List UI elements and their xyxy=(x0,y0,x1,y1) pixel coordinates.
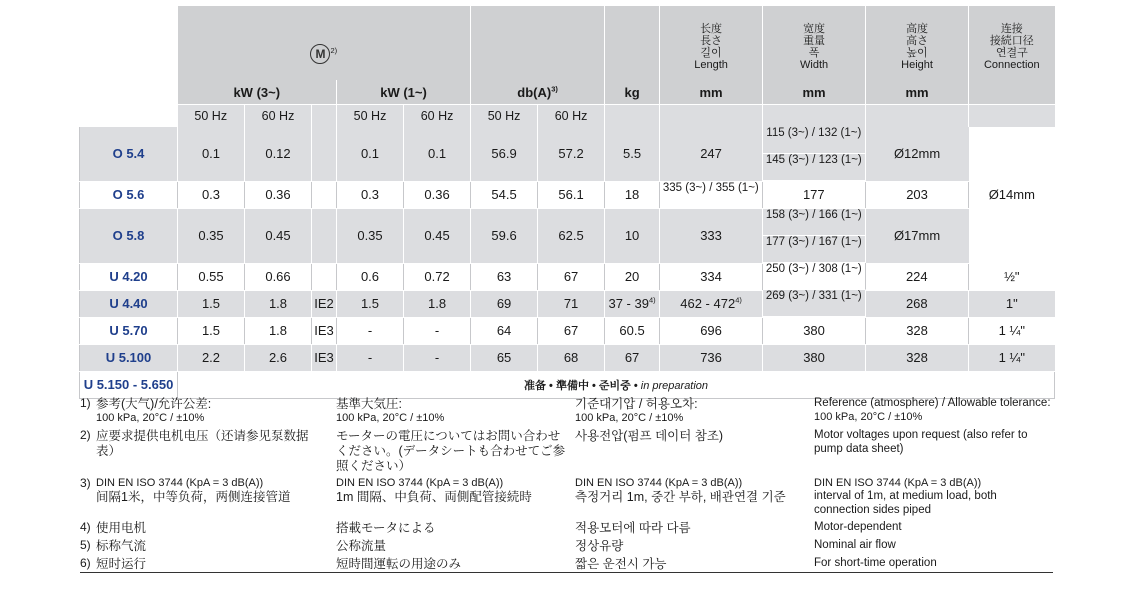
footnote-jp: 基準大気圧: 100 kPa, 20°C / ±10% xyxy=(336,397,445,424)
footnote-kr: 정상유량 xyxy=(575,539,624,553)
cell-db60: 68 xyxy=(538,344,605,371)
cell-kw3-60: 2.6 xyxy=(245,344,312,371)
cell-kw3-50: 1.5 xyxy=(178,317,245,344)
table-row xyxy=(80,263,1055,290)
table-row xyxy=(80,181,1055,209)
cell-ie xyxy=(312,263,337,290)
table-row xyxy=(80,317,1055,344)
cell-height: 328 xyxy=(866,317,969,344)
footnote-jp: 短時間運転の用途のみ xyxy=(336,557,462,571)
cell-conn: Ø14mm xyxy=(969,181,1055,209)
model-name: U 4.20 xyxy=(80,263,178,290)
table-row xyxy=(80,127,1055,181)
hz-60: 60 Hz xyxy=(404,105,471,128)
model-name: O 5.4 xyxy=(80,127,178,181)
cell-length: 247 xyxy=(660,127,763,181)
footnote-jp: 公称流量 xyxy=(336,539,387,553)
cell-length: 334 xyxy=(660,263,763,290)
cell-conn: ½" xyxy=(969,263,1055,290)
footnote-jp: DIN EN ISO 3744 (KpA = 3 dB(A)) 1m 間隔、中負荷、両側配管接続時 xyxy=(336,477,532,504)
footnote-en: DIN EN ISO 3744 (KpA = 3 dB(A)) interval of 1m, at medium load, both connection sides piped xyxy=(814,477,997,516)
in-preparation-note: 准备 • 準備中 • 준비중 • in preparation xyxy=(178,371,1055,398)
motor-header xyxy=(178,6,471,80)
motor-footnote-ref: 2) xyxy=(330,45,338,55)
model-name: U 5.70 xyxy=(80,317,178,344)
cell-ie xyxy=(312,181,337,209)
cell-height: 203 xyxy=(866,181,969,209)
footnote-zh: DIN EN ISO 3744 (KpA = 3 dB(A)) 间隔1米，中等负荷，两侧连接管道 xyxy=(96,477,291,504)
cell-kw3-50: 0.1 xyxy=(178,127,245,181)
footnote-zh: 标称气流 xyxy=(96,539,147,553)
cell-conn: 1" xyxy=(969,290,1055,317)
width-unit: mm xyxy=(763,80,866,105)
cell-db60: 62.5 xyxy=(538,209,605,264)
hz-50: 50 Hz xyxy=(178,105,245,128)
model-name: O 5.8 xyxy=(80,209,178,264)
cell-kw3-50: 0.55 xyxy=(178,263,245,290)
db-header: $db(A)^{3)}$ xyxy=(471,80,605,105)
footnote-zh: 应要求提供电机电压（还请参见泵数据表） xyxy=(96,429,309,458)
cell-width: 269 (3~) / 331 (1~) xyxy=(763,290,866,317)
cell-kw1-50: - xyxy=(337,317,404,344)
cell-db60: 71 xyxy=(538,290,605,317)
cell-db50: 63 xyxy=(471,263,538,290)
cell-kw1-60: 1.8 xyxy=(404,290,471,317)
cell-kw3-50: 1.5 xyxy=(178,290,245,317)
cell-db50: 65 xyxy=(471,344,538,371)
cell-kw3-60: 0.66 xyxy=(245,263,312,290)
cell-kg: 5.5 xyxy=(605,127,660,181)
cell-width: 250 (3~) / 308 (1~) xyxy=(763,263,866,290)
cell-kw1-60: 0.36 xyxy=(404,181,471,209)
cell-kg: 18 xyxy=(605,181,660,209)
cell-db50: 56.9 xyxy=(471,127,538,181)
cell-length: 462 - 472$^{4)}$ xyxy=(660,290,763,317)
model-name: U 5.150 - 5.650 xyxy=(80,371,178,398)
model-name: O 5.6 xyxy=(80,181,178,209)
footnote-kr: 짧은 운전시 가능 xyxy=(575,557,667,571)
cell-kg: 67 xyxy=(605,344,660,371)
motor-icon: M xyxy=(310,44,330,64)
footnote-number: 6) xyxy=(80,556,91,570)
cell-db50: 59.6 xyxy=(471,209,538,264)
footnote-en: For short-time operation xyxy=(814,557,937,569)
cell-ie: IE3 xyxy=(312,317,337,344)
cell-kw1-50: 0.35 xyxy=(337,209,404,264)
footnote-en: Reference (atmosphere) / Allowable tolerance: 100 kPa, 20°C / ±10% xyxy=(814,397,1051,423)
cell-kg: 10 xyxy=(605,209,660,264)
hz-60: 60 Hz xyxy=(245,105,312,128)
cell-width: 158 (3~) / 166 (1~) xyxy=(763,209,866,236)
table-row xyxy=(80,344,1055,371)
cell-conn: 1 ¼" xyxy=(969,344,1055,371)
cell-kw3-60: 1.8 xyxy=(245,290,312,317)
cell-conn: Ø12mm xyxy=(866,127,969,181)
footnote-zh: 使用电机 xyxy=(96,521,147,535)
cell-db60: 67 xyxy=(538,317,605,344)
length-header: 长度 長さ 길이 Length xyxy=(660,6,763,80)
footnote-jp: モーターの電圧についてはお問い合わせください。(データシートも合わせてご参照ください） xyxy=(336,429,566,473)
cell-kw1-50: 0.6 xyxy=(337,263,404,290)
cell-kw3-60: 0.45 xyxy=(245,209,312,264)
cell-kw3-50: 0.3 xyxy=(178,181,245,209)
cell-db50: 54.5 xyxy=(471,181,538,209)
footnote-number: 4) xyxy=(80,520,91,534)
cell-db60: 56.1 xyxy=(538,181,605,209)
cell-height: 224 xyxy=(866,263,969,290)
cell-height: 268 xyxy=(866,290,969,317)
footnote-number: 3) xyxy=(80,476,91,490)
bottom-rule xyxy=(80,572,1053,573)
cell-ie: IE2 xyxy=(312,290,337,317)
cell-kw1-60: 0.1 xyxy=(404,127,471,181)
length-unit: mm xyxy=(660,80,763,105)
table-row xyxy=(80,209,1055,264)
connection-header: 连接 接続口径 연결구 Connection xyxy=(969,6,1055,80)
cell-length: 335 (3~) / 355 (1~) xyxy=(660,182,763,209)
cell-height: 177 (3~) / 167 (1~) xyxy=(763,236,866,263)
footnote-en: Nominal air flow xyxy=(814,539,896,551)
cell-ie xyxy=(312,127,337,181)
hz-50: 50 Hz xyxy=(337,105,404,128)
cell-kw1-60: - xyxy=(404,317,471,344)
cell-length: 696 xyxy=(660,317,763,344)
footnote-kr: DIN EN ISO 3744 (KpA = 3 dB(A)) 측정거리 1m, 중간 부하, 배관연결 기준 xyxy=(575,477,786,504)
cell-kw1-50: 1.5 xyxy=(337,290,404,317)
cell-conn: 1 ¼" xyxy=(969,317,1055,344)
hz-60: 60 Hz xyxy=(538,105,605,128)
footnote-kr: 기준대기압 / 허용오차: 100 kPa, 20°C / ±10% xyxy=(575,397,698,424)
cell-db60: 67 xyxy=(538,263,605,290)
footnote-kr: 적용모터에 따라 다름 xyxy=(575,521,691,535)
cell-kw1-50: - xyxy=(337,344,404,371)
height-header: 高度 高さ 높이 Height xyxy=(866,6,969,80)
cell-kw1-60: 0.72 xyxy=(404,263,471,290)
table-row xyxy=(80,290,1055,317)
cell-kw3-50: 2.2 xyxy=(178,344,245,371)
kg-header: kg xyxy=(605,80,660,105)
cell-kw3-60: 0.12 xyxy=(245,127,312,181)
cell-kg: 60.5 xyxy=(605,317,660,344)
footnote-number: 2) xyxy=(80,428,91,442)
cell-height: 145 (3~) / 123 (1~) xyxy=(763,154,866,181)
model-name: U 5.100 xyxy=(80,344,178,371)
cell-length: 736 xyxy=(660,344,763,371)
height-unit: mm xyxy=(866,80,969,105)
footnote-zh: 参考(大气)/允许公差: 100 kPa, 20°C / ±10% xyxy=(96,397,212,424)
cell-width: 115 (3~) / 132 (1~) xyxy=(763,127,866,154)
cell-kw1-50: 0.1 xyxy=(337,127,404,181)
footnote-jp: 搭載モータによる xyxy=(336,521,436,535)
cell-width: 380 xyxy=(763,344,866,371)
footnote-en: Motor-dependent xyxy=(814,521,902,533)
footnote-kr: 사용전압(펌프 데이터 참조) xyxy=(575,429,724,443)
kw3-header: kW (3~) xyxy=(178,80,337,105)
footnote-number: 1) xyxy=(80,396,91,410)
footnote-zh: 短时运行 xyxy=(96,557,147,571)
cell-db50: 64 xyxy=(471,317,538,344)
cell-db60: 57.2 xyxy=(538,127,605,181)
cell-width: 177 xyxy=(763,181,866,209)
cell-db50: 69 xyxy=(471,290,538,317)
spec-table xyxy=(79,6,1055,399)
footnote-en: Motor voltages upon request (also refer to pump data sheet) xyxy=(814,429,1028,455)
cell-height: 328 xyxy=(866,344,969,371)
kw1-header: kW (1~) xyxy=(337,80,471,105)
footnote-number: 5) xyxy=(80,538,91,552)
cell-ie xyxy=(312,209,337,264)
cell-ie: IE3 xyxy=(312,344,337,371)
cell-kw3-60: 1.8 xyxy=(245,317,312,344)
cell-kw1-60: 0.45 xyxy=(404,209,471,264)
cell-kg: 20 xyxy=(605,263,660,290)
cell-conn: Ø17mm xyxy=(866,209,969,264)
cell-width: 380 xyxy=(763,317,866,344)
cell-kg: 37 - 39$^{4)}$ xyxy=(605,290,660,317)
hz-50: 50 Hz xyxy=(471,105,538,128)
cell-kw1-50: 0.3 xyxy=(337,181,404,209)
cell-kw3-60: 0.36 xyxy=(245,181,312,209)
model-name: U 4.40 xyxy=(80,290,178,317)
cell-kw3-50: 0.35 xyxy=(178,209,245,264)
cell-length: 333 xyxy=(660,209,763,264)
cell-kw1-60: - xyxy=(404,344,471,371)
width-header: 宽度 重量 폭 Width xyxy=(763,6,866,80)
